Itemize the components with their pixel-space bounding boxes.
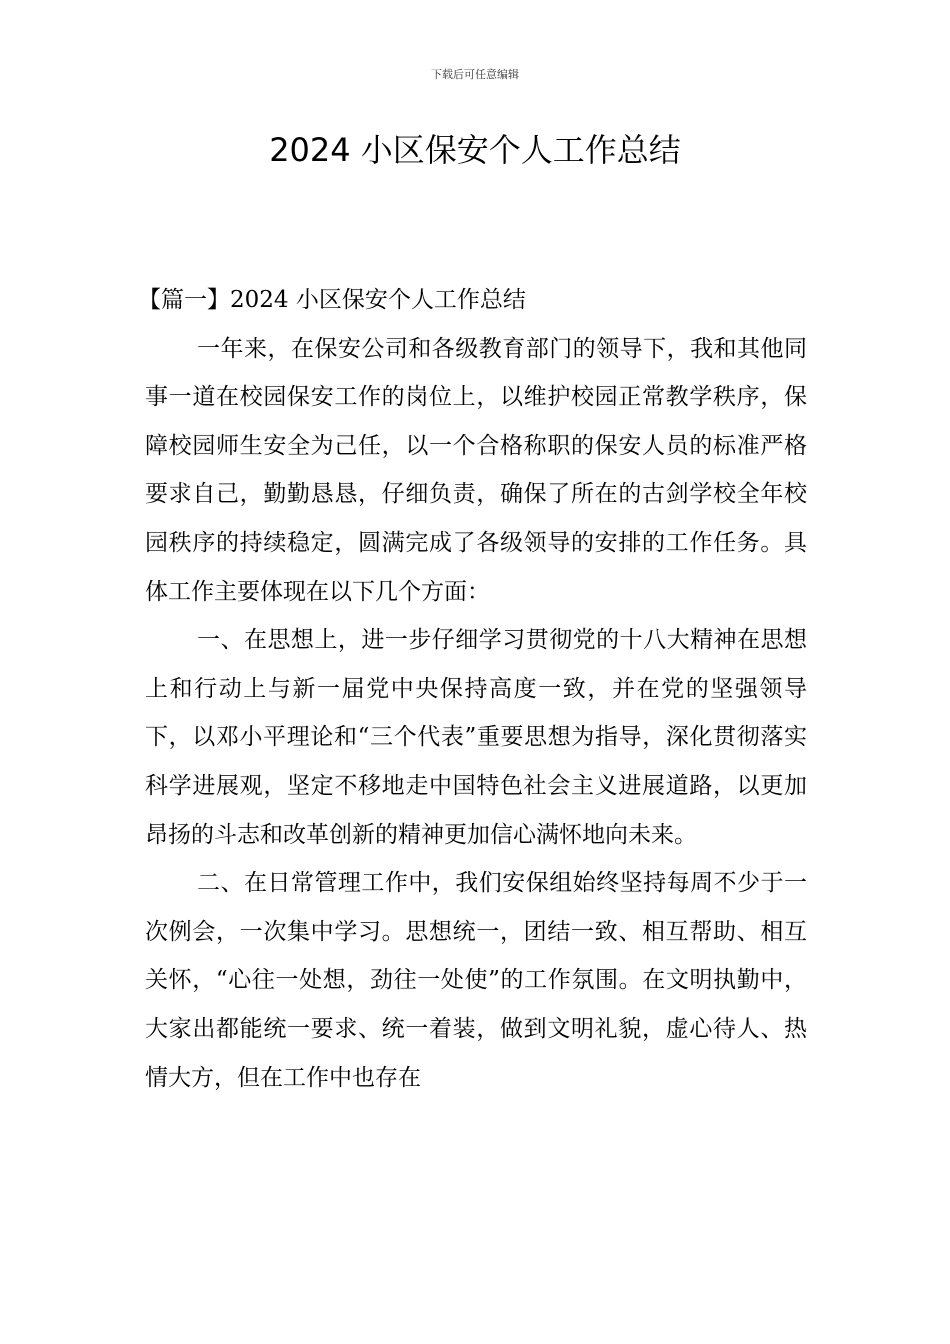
section-heading: 【篇一】2024 小区保安个人工作总结: [138, 287, 526, 313]
header-note: 下载后可任意编辑: [431, 68, 519, 81]
document-body: [138, 276, 807, 1102]
document-title: 2024 小区保安个人工作总结: [269, 131, 681, 169]
paragraph-daily-management: 二、在日常管理工作中，我们安保组始终坚持每周不少于一次例会，一次集中学习。思想统一，团结一致、相互帮助、相互关怀，“心往一处想，劲往一处使”的工作氛围。在文明执勤中，大家出都能统一要求、统一着装，做到文明礼貌，虚心待人、热情大方，但在工作中也存在: [145, 870, 807, 1091]
paragraph-thought: 一、在思想上，进一步仔细学习贯彻党的十八大精神在思想上和行动上与新一届党中央保持高度一致，并在党的坚强领导下，以邓小平理论和“三个代表”重要思想为指导，深化贯彻落实科学进展观，坚定不移地走中国特色社会主义进展道路，以更加昂扬的斗志和改革创新的精神更加信心满怀地向未来。: [145, 627, 807, 848]
paragraph-intro: 一年来，在保安公司和各级教育部门的领导下，我和其他同事一道在校园保安工作的岗位上，以维护校园正常教学秩序，保障校园师生安全为己任，以一个合格称职的保安人员的标准严格要求自己，勤勤恳恳，仔细负责，确保了所在的古剑学校全年校园秩序的持续稳定，圆满完成了各级领导的安排的工作任务。具体工作主要体现在以下几个方面：: [145, 335, 807, 605]
